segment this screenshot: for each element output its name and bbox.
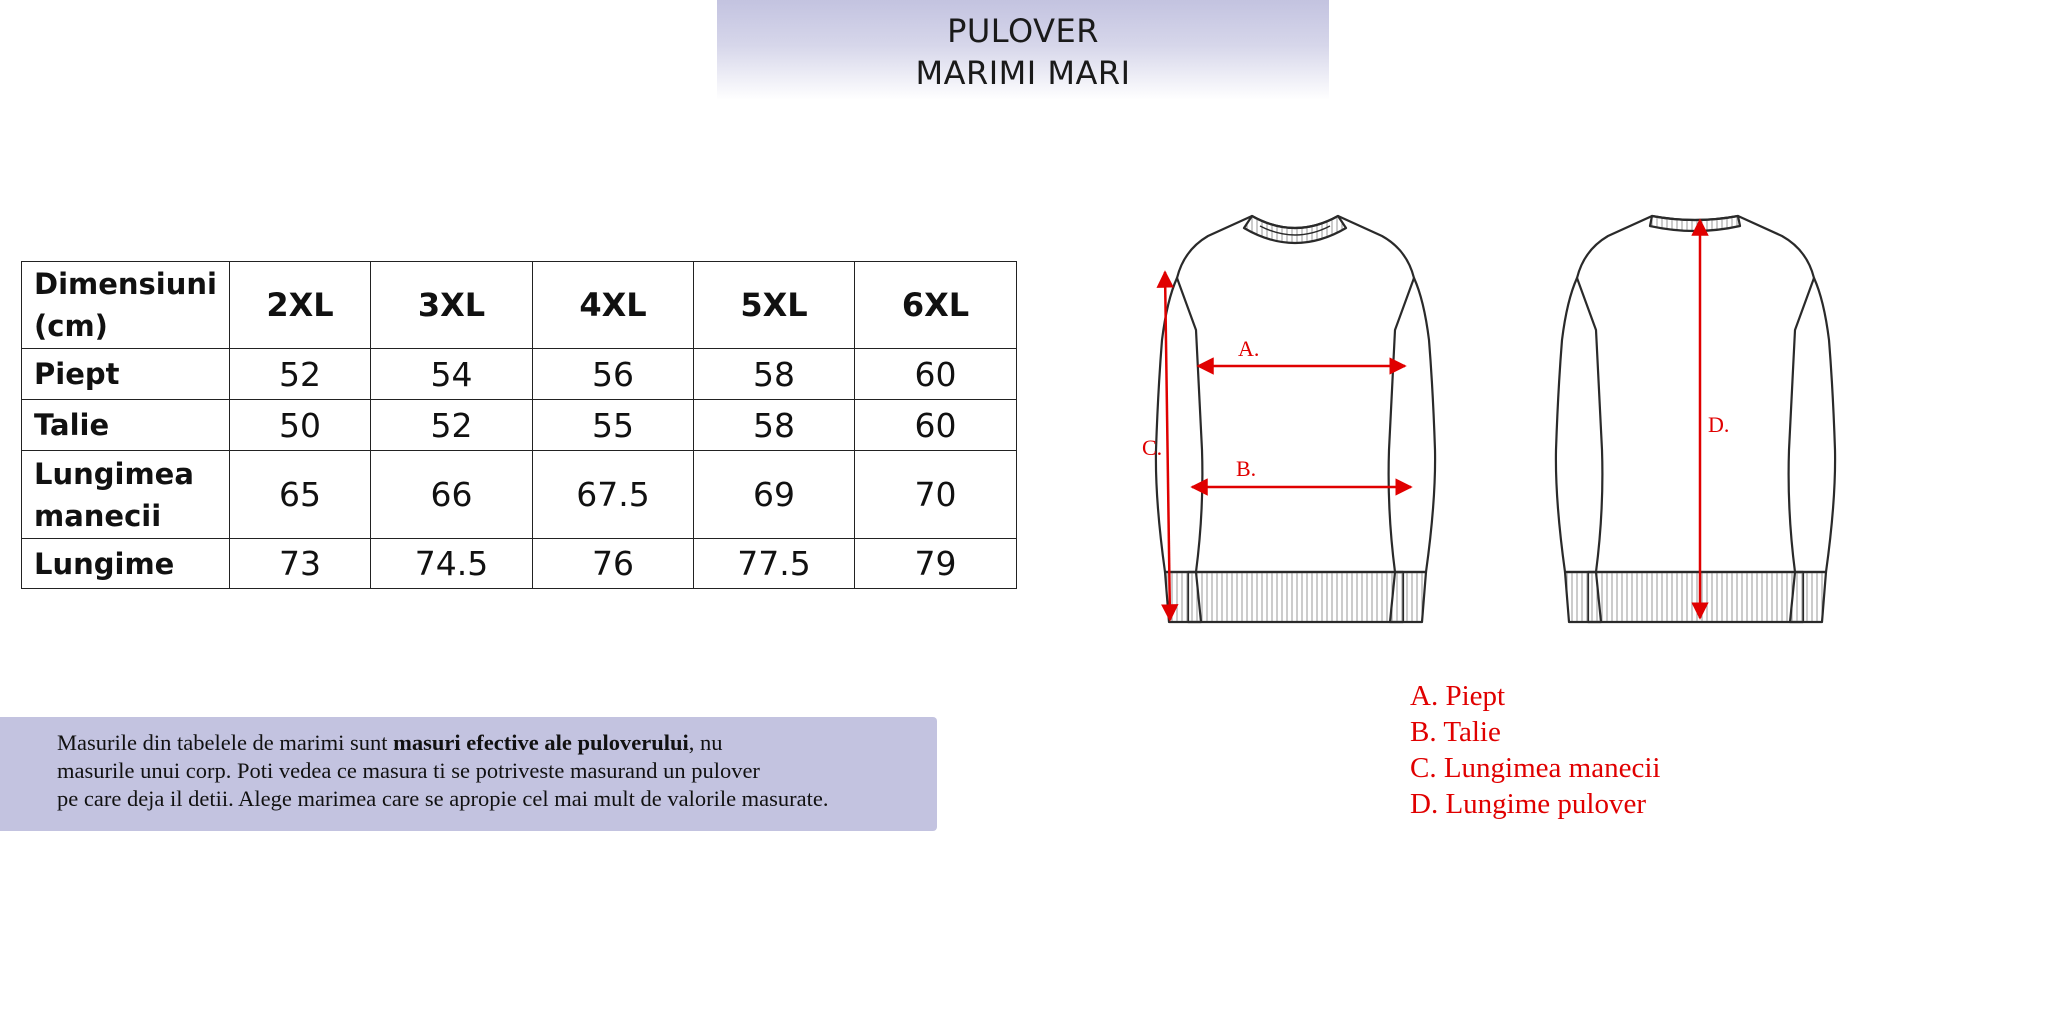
legend-item: A. Piept <box>1410 680 1506 712</box>
measurement-note <box>0 717 937 831</box>
table-cell: 77.5 <box>694 539 855 589</box>
table-cell: 73 <box>230 539 371 589</box>
note-text-part2: , nu <box>688 730 723 755</box>
note-text-line3: pe care deja il detii. Alege marimea care se apropie cel mai mult de valorile masurate. <box>57 786 829 811</box>
table-cell: 52 <box>230 349 371 400</box>
note-text-part1: Masurile din tabelele de marimi sunt <box>57 730 394 755</box>
table-cell: 60 <box>855 400 1017 451</box>
measurement-legend <box>1410 678 1660 822</box>
header-size: 6XL <box>855 262 1017 349</box>
table-cell: 70 <box>855 451 1017 539</box>
legend-item: C. Lungimea manecii <box>1410 752 1661 784</box>
label-c: C. <box>1142 435 1163 460</box>
table-cell: 50 <box>230 400 371 451</box>
table-row <box>22 349 1017 400</box>
sweater-back <box>1556 216 1835 622</box>
note-text-bold: masuri efective ale puloverului <box>393 730 689 755</box>
label-d: D. <box>1708 412 1730 437</box>
title-line-2: MARIMI MARI <box>915 54 1131 92</box>
row-label: Lungime <box>22 539 230 589</box>
header-size: 4XL <box>533 262 694 349</box>
title-line-1: PULOVER <box>947 12 1099 50</box>
row-label: Talie <box>22 400 230 451</box>
note-text-line2: masurile unui corp. Poti vedea ce masura ti se potriveste masurand un pulover <box>57 758 760 783</box>
sweater-front <box>1156 216 1435 622</box>
table-cell: 65 <box>230 451 371 539</box>
table-cell: 54 <box>371 349 533 400</box>
table-row <box>22 400 1017 451</box>
header-size: 2XL <box>230 262 371 349</box>
row-label-line2: manecii <box>34 498 162 533</box>
row-label <box>22 451 230 539</box>
label-a: A. <box>1238 336 1260 361</box>
table-cell: 52 <box>371 400 533 451</box>
size-table <box>21 261 1017 589</box>
table-header-row <box>22 262 1017 349</box>
row-label-line1: Lungimea <box>34 456 194 491</box>
table-cell: 67.5 <box>533 451 694 539</box>
table-cell: 69 <box>694 451 855 539</box>
table-cell: 55 <box>533 400 694 451</box>
table-cell: 58 <box>694 400 855 451</box>
header-dimensions-line2: (cm) <box>34 309 108 343</box>
row-label: Piept <box>22 349 230 400</box>
label-b: B. <box>1236 456 1257 481</box>
table-row <box>22 539 1017 589</box>
table-cell: 79 <box>855 539 1017 589</box>
table-cell: 66 <box>371 451 533 539</box>
table-cell: 74.5 <box>371 539 533 589</box>
header-size: 3XL <box>371 262 533 349</box>
legend-item: D. Lungime pulover <box>1410 788 1646 820</box>
table-cell: 76 <box>533 539 694 589</box>
table-cell: 60 <box>855 349 1017 400</box>
legend-item: B. Talie <box>1410 716 1501 748</box>
header-dimensions <box>22 262 230 349</box>
header-dimensions-line1: Dimensiuni <box>34 267 217 301</box>
sweater-diagram <box>1100 200 1900 650</box>
table-cell: 58 <box>694 349 855 400</box>
header-size: 5XL <box>694 262 855 349</box>
table-cell: 56 <box>533 349 694 400</box>
table-row <box>22 451 1017 539</box>
title-banner <box>717 0 1329 100</box>
